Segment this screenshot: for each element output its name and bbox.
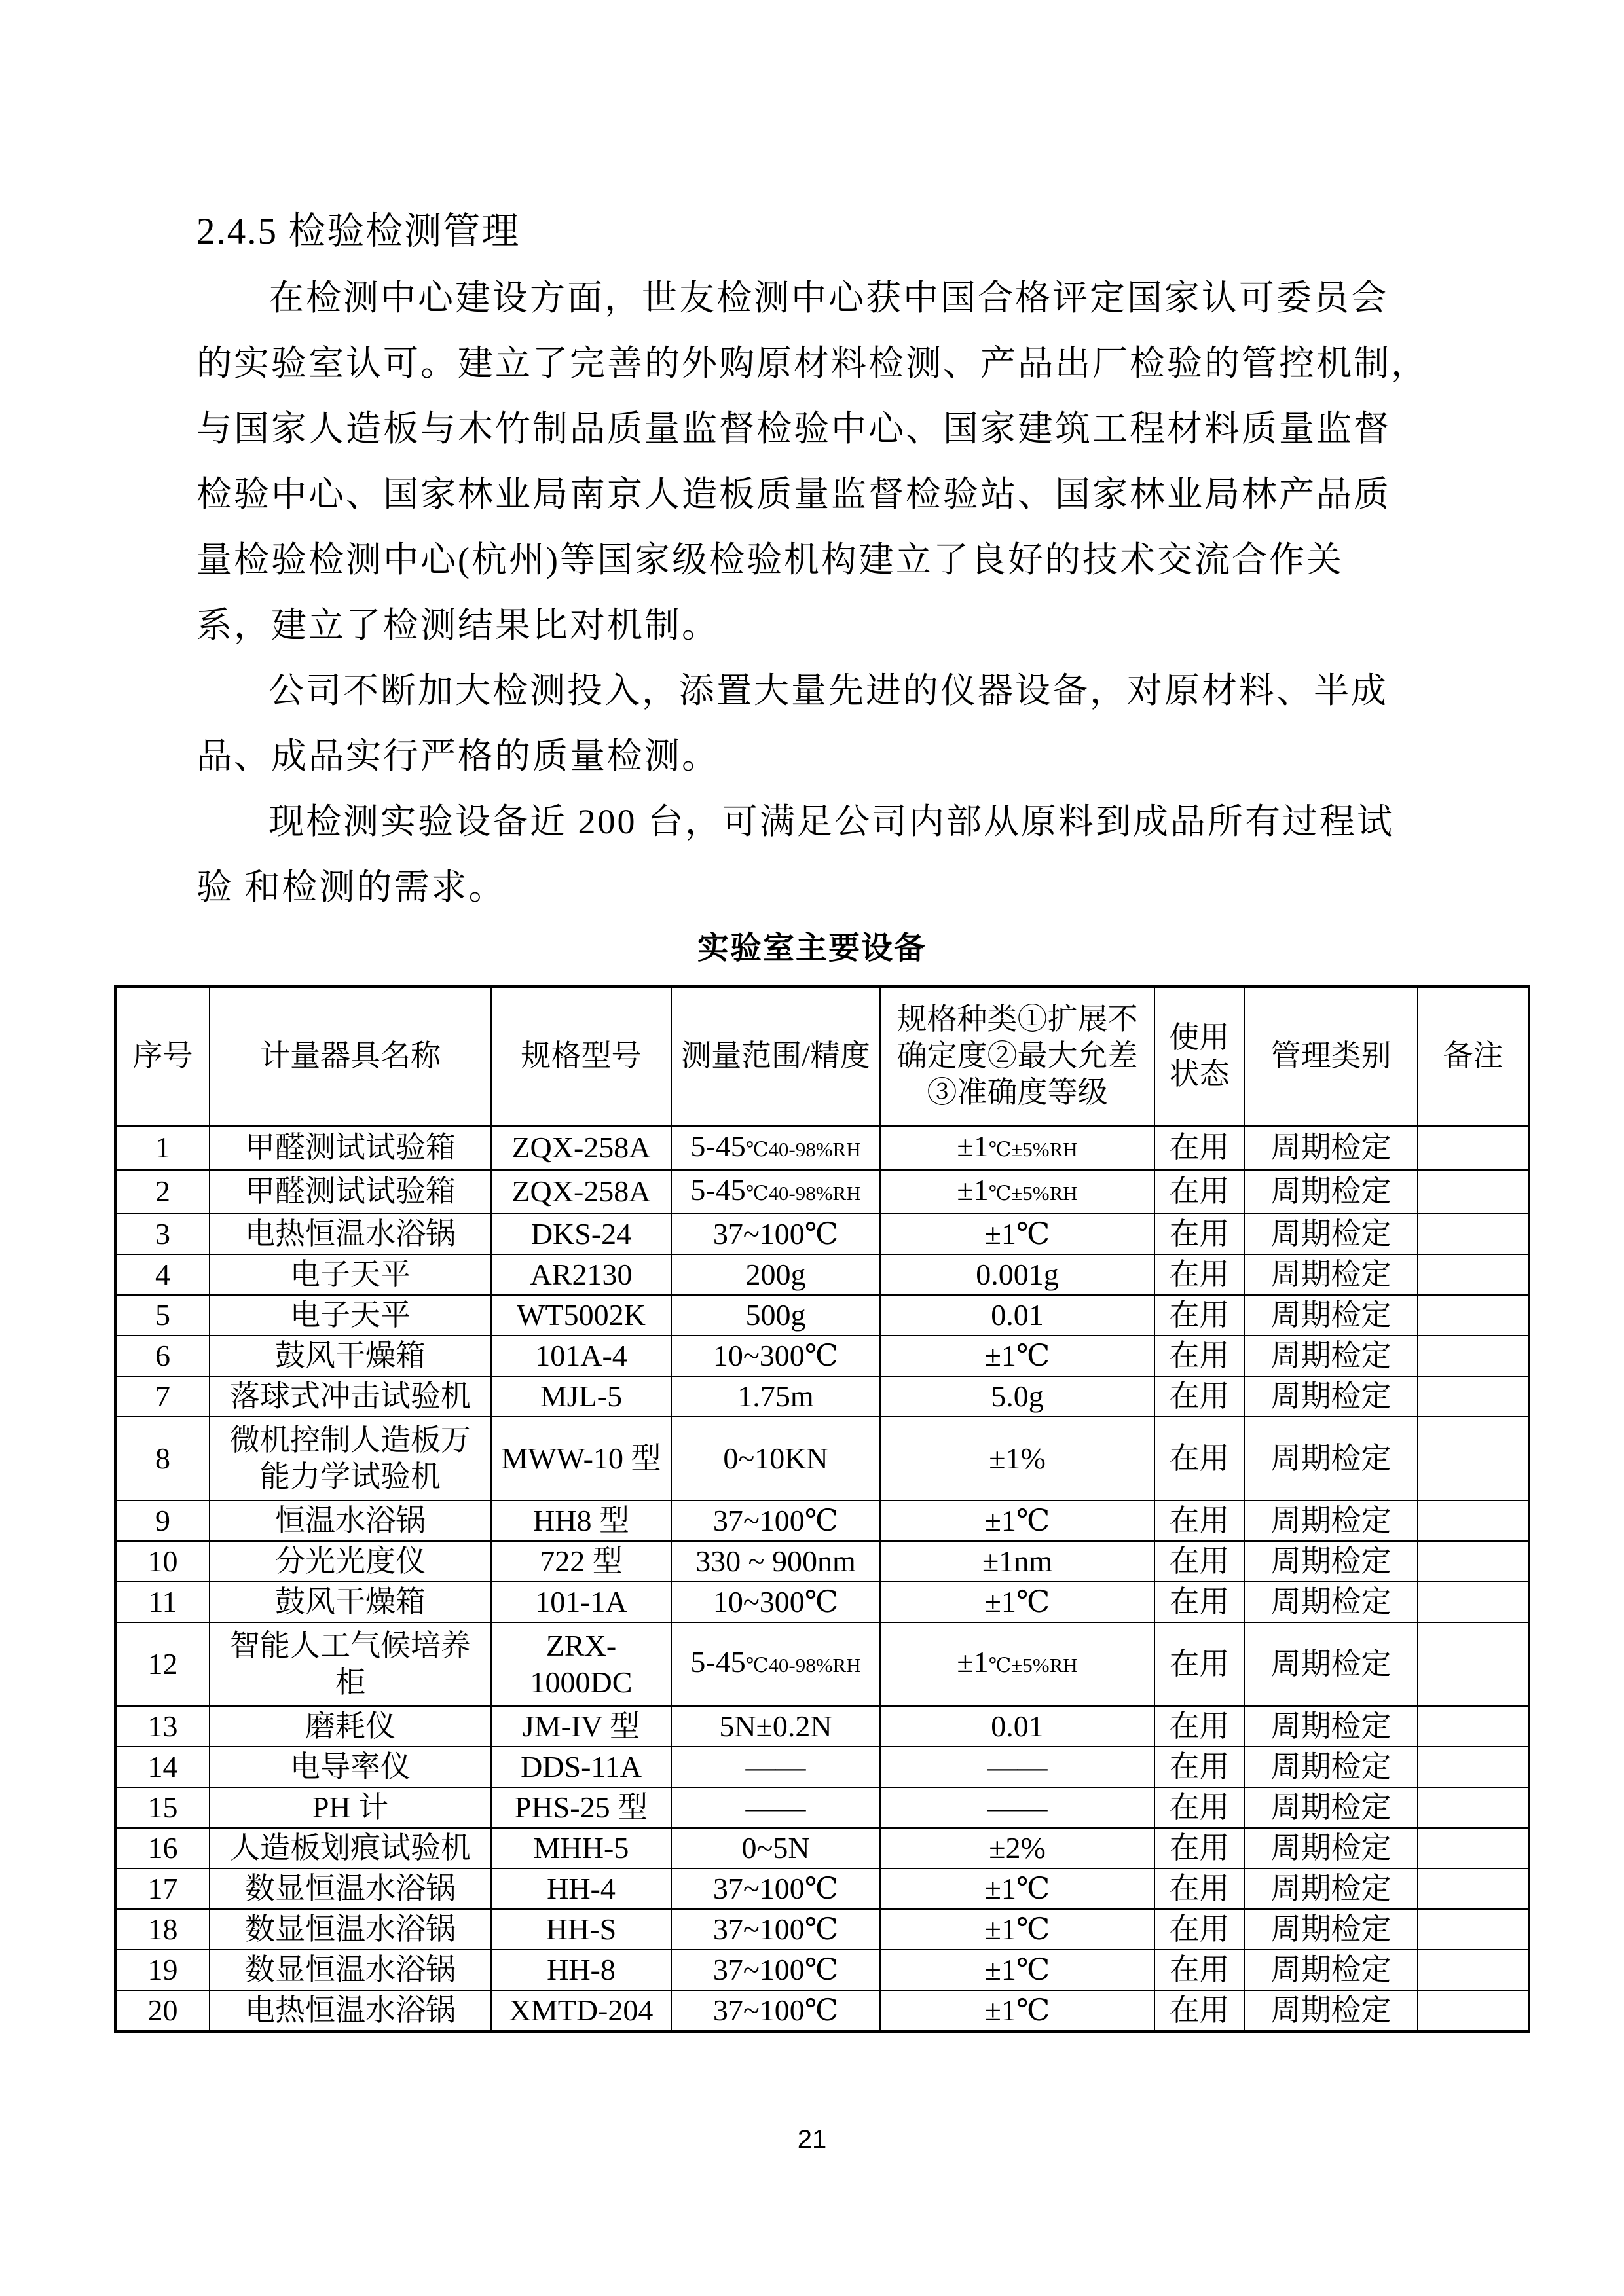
- cell-model: DDS-11A: [491, 1747, 671, 1787]
- cell-index: 11: [115, 1582, 210, 1622]
- cell-range: 5-45℃40-98%RH: [671, 1125, 880, 1170]
- cell-index: 13: [115, 1706, 210, 1747]
- cell-name: 人造板划痕试验机: [210, 1828, 491, 1868]
- table-row: [115, 1214, 1529, 1254]
- cell-range: 0~5N: [671, 1828, 880, 1868]
- cell-category: 周期检定: [1244, 1170, 1418, 1214]
- cell-spec: 5.0g: [880, 1376, 1154, 1417]
- table-row: [115, 1950, 1529, 1990]
- cell-note: [1418, 1909, 1529, 1950]
- paragraph-line: 验 和检测的需求。: [196, 867, 506, 907]
- cell-note: [1418, 1582, 1529, 1622]
- table-row: [115, 1909, 1529, 1950]
- cell-category: 周期检定: [1244, 1295, 1418, 1336]
- cell-range: 5-45℃40-98%RH: [671, 1622, 880, 1706]
- paragraph-line: 系，建立了检测结果比对机制。: [196, 606, 719, 645]
- cell-spec: ——: [880, 1747, 1154, 1787]
- cell-index: 4: [115, 1254, 210, 1295]
- cell-name: 落球式冲击试验机: [210, 1376, 491, 1417]
- cell-status: 在用: [1154, 1990, 1244, 2032]
- col-header-model: 规格型号: [491, 987, 671, 1125]
- cell-note: [1418, 1990, 1529, 2032]
- cell-model: HH-4: [491, 1868, 671, 1909]
- cell-status: 在用: [1154, 1706, 1244, 1747]
- cell-name: 电热恒温水浴锅: [210, 1990, 491, 2032]
- cell-index: 7: [115, 1376, 210, 1417]
- table-row: [115, 1747, 1529, 1787]
- paragraph-line: 与国家人造板与木竹制品质量监督检验中心、国家建筑工程材料质量监督: [196, 409, 1391, 448]
- cell-index: 16: [115, 1828, 210, 1868]
- cell-model: MJL-5: [491, 1376, 671, 1417]
- cell-model: WT5002K: [491, 1295, 671, 1336]
- cell-status: 在用: [1154, 1336, 1244, 1376]
- cell-index: 6: [115, 1336, 210, 1376]
- cell-name: 甲醛测试试验箱: [210, 1170, 491, 1214]
- cell-spec: ±1℃: [880, 1950, 1154, 1990]
- col-header-index: 序号: [115, 987, 210, 1125]
- cell-spec: 0.001g: [880, 1254, 1154, 1295]
- cell-spec: ±1℃±5%RH: [880, 1125, 1154, 1170]
- paragraph-line: 的实验室认可。建立了完善的外购原材料检测、产品出厂检验的管控机制，: [196, 344, 1428, 383]
- cell-range: 1.75m: [671, 1376, 880, 1417]
- cell-category: 周期检定: [1244, 1622, 1418, 1706]
- cell-range: 37~100℃: [671, 1909, 880, 1950]
- cell-note: [1418, 1950, 1529, 1990]
- cell-category: 周期检定: [1244, 1909, 1418, 1950]
- cell-spec: 0.01: [880, 1295, 1154, 1336]
- cell-status: 在用: [1154, 1254, 1244, 1295]
- cell-spec: ±1℃: [880, 1214, 1154, 1254]
- cell-range: 37~100℃: [671, 1990, 880, 2032]
- cell-model: HH-8: [491, 1950, 671, 1990]
- cell-note: [1418, 1828, 1529, 1868]
- cell-category: 周期检定: [1244, 1950, 1418, 1990]
- cell-name: 鼓风干燥箱: [210, 1336, 491, 1376]
- cell-status: 在用: [1154, 1868, 1244, 1909]
- cell-range: 330 ~ 900nm: [671, 1541, 880, 1582]
- cell-index: 15: [115, 1787, 210, 1828]
- paragraph-line: 量检验检测中心(杭州)等国家级检验机构建立了良好的技术交流合作关: [196, 540, 1344, 579]
- cell-name: 微机控制人造板万能力学试验机: [210, 1417, 491, 1501]
- cell-name: 数显恒温水浴锅: [210, 1909, 491, 1950]
- cell-name: 分光光度仪: [210, 1541, 491, 1582]
- cell-index: 17: [115, 1868, 210, 1909]
- cell-model: JM-IV 型: [491, 1706, 671, 1747]
- cell-model: 101A-4: [491, 1336, 671, 1376]
- paragraph-line: 公司不断加大检测投入，添置大量先进的仪器设备，对原材料、半成: [268, 671, 1388, 710]
- cell-note: [1418, 1706, 1529, 1747]
- cell-range: 0~10KN: [671, 1417, 880, 1501]
- cell-index: 18: [115, 1909, 210, 1950]
- cell-index: 14: [115, 1747, 210, 1787]
- equipment-table-header: [115, 987, 1529, 1125]
- cell-note: [1418, 1747, 1529, 1787]
- col-header-note: 备注: [1418, 987, 1529, 1125]
- cell-index: 3: [115, 1214, 210, 1254]
- cell-range: 37~100℃: [671, 1868, 880, 1909]
- cell-index: 9: [115, 1501, 210, 1541]
- section-heading: 2.4.5 检验检测管理: [196, 211, 521, 252]
- cell-name: 电子天平: [210, 1254, 491, 1295]
- cell-note: [1418, 1336, 1529, 1376]
- cell-category: 周期检定: [1244, 1336, 1418, 1376]
- cell-index: 5: [115, 1295, 210, 1336]
- cell-spec: ——: [880, 1787, 1154, 1828]
- cell-status: 在用: [1154, 1214, 1244, 1254]
- cell-status: 在用: [1154, 1787, 1244, 1828]
- cell-status: 在用: [1154, 1747, 1244, 1787]
- table-row: [115, 1868, 1529, 1909]
- cell-category: 周期检定: [1244, 1828, 1418, 1868]
- cell-category: 周期检定: [1244, 1376, 1418, 1417]
- cell-category: 周期检定: [1244, 1787, 1418, 1828]
- cell-name: PH 计: [210, 1787, 491, 1828]
- cell-name: 电子天平: [210, 1295, 491, 1336]
- cell-range: ——: [671, 1747, 880, 1787]
- cell-note: [1418, 1376, 1529, 1417]
- table-row: [115, 1990, 1529, 2032]
- cell-model: MHH-5: [491, 1828, 671, 1868]
- cell-status: 在用: [1154, 1828, 1244, 1868]
- cell-name: 数显恒温水浴锅: [210, 1950, 491, 1990]
- cell-spec: ±1℃: [880, 1582, 1154, 1622]
- cell-model: XMTD-204: [491, 1990, 671, 2032]
- cell-status: 在用: [1154, 1125, 1244, 1170]
- cell-model: 722 型: [491, 1541, 671, 1582]
- cell-name: 鼓风干燥箱: [210, 1582, 491, 1622]
- cell-spec: ±1℃: [880, 1868, 1154, 1909]
- cell-spec: ±1℃: [880, 1909, 1154, 1950]
- paragraph-line: 品、成品实行严格的质量检测。: [196, 737, 719, 776]
- cell-note: [1418, 1868, 1529, 1909]
- cell-spec: 0.01: [880, 1706, 1154, 1747]
- cell-model: HH8 型: [491, 1501, 671, 1541]
- table-row: [115, 1376, 1529, 1417]
- cell-note: [1418, 1125, 1529, 1170]
- paragraph-3: [196, 789, 1441, 920]
- cell-category: 周期检定: [1244, 1990, 1418, 2032]
- cell-spec: ±1nm: [880, 1541, 1154, 1582]
- cell-category: 周期检定: [1244, 1254, 1418, 1295]
- table-row: [115, 1706, 1529, 1747]
- cell-range: 500g: [671, 1295, 880, 1336]
- cell-status: 在用: [1154, 1170, 1244, 1214]
- page-number: 21: [797, 2125, 827, 2154]
- table-row: [115, 1787, 1529, 1828]
- table-row: [115, 1582, 1529, 1622]
- table-row: [115, 1501, 1529, 1541]
- cell-name: 电导率仪: [210, 1747, 491, 1787]
- col-header-status: 使用状态: [1154, 987, 1244, 1125]
- cell-status: 在用: [1154, 1909, 1244, 1950]
- paragraph-line: 在检测中心建设方面，世友检测中心获中国合格评定国家认可委员会: [268, 278, 1388, 318]
- cell-range: 37~100℃: [671, 1214, 880, 1254]
- cell-status: 在用: [1154, 1541, 1244, 1582]
- equipment-table: [114, 985, 1530, 2033]
- cell-category: 周期检定: [1244, 1541, 1418, 1582]
- cell-spec: ±2%: [880, 1828, 1154, 1868]
- cell-note: [1418, 1295, 1529, 1336]
- cell-model: ZRX-1000DC: [491, 1622, 671, 1706]
- cell-category: 周期检定: [1244, 1706, 1418, 1747]
- cell-category: 周期检定: [1244, 1214, 1418, 1254]
- cell-category: 周期检定: [1244, 1868, 1418, 1909]
- table-row: [115, 1254, 1529, 1295]
- cell-index: 1: [115, 1125, 210, 1170]
- cell-note: [1418, 1170, 1529, 1214]
- cell-category: 周期检定: [1244, 1747, 1418, 1787]
- cell-spec: ±1℃±5%RH: [880, 1170, 1154, 1214]
- table-title: 实验室主要设备: [697, 931, 927, 966]
- table-row: [115, 1336, 1529, 1376]
- table-row: [115, 1170, 1529, 1214]
- cell-category: 周期检定: [1244, 1582, 1418, 1622]
- cell-index: 8: [115, 1417, 210, 1501]
- cell-note: [1418, 1787, 1529, 1828]
- cell-model: AR2130: [491, 1254, 671, 1295]
- cell-range: 37~100℃: [671, 1501, 880, 1541]
- cell-model: PHS-25 型: [491, 1787, 671, 1828]
- table-row: [115, 1828, 1529, 1868]
- cell-model: HH-S: [491, 1909, 671, 1950]
- cell-range: 5N±0.2N: [671, 1706, 880, 1747]
- cell-model: ZQX-258A: [491, 1125, 671, 1170]
- cell-category: 周期检定: [1244, 1417, 1418, 1501]
- cell-note: [1418, 1417, 1529, 1501]
- cell-name: 智能人工气候培养柜: [210, 1622, 491, 1706]
- cell-index: 2: [115, 1170, 210, 1214]
- cell-model: MWW-10 型: [491, 1417, 671, 1501]
- cell-name: 数显恒温水浴锅: [210, 1868, 491, 1909]
- cell-spec: ±1℃: [880, 1336, 1154, 1376]
- paragraph-2: [196, 658, 1441, 789]
- cell-range: 37~100℃: [671, 1950, 880, 1990]
- cell-status: 在用: [1154, 1376, 1244, 1417]
- cell-status: 在用: [1154, 1950, 1244, 1990]
- cell-range: 200g: [671, 1254, 880, 1295]
- cell-range: ——: [671, 1787, 880, 1828]
- col-header-category: 管理类别: [1244, 987, 1418, 1125]
- table-row: [115, 1541, 1529, 1582]
- paragraph-1: [196, 265, 1441, 658]
- cell-index: 20: [115, 1990, 210, 2032]
- col-header-spec: 规格种类①扩展不确定度②最大允差③准确度等级: [880, 987, 1154, 1125]
- cell-index: 12: [115, 1622, 210, 1706]
- cell-note: [1418, 1622, 1529, 1706]
- table-row: [115, 1417, 1529, 1501]
- cell-note: [1418, 1541, 1529, 1582]
- cell-model: ZQX-258A: [491, 1170, 671, 1214]
- paragraph-line: 检验中心、国家林业局南京人造板质量监督检验站、国家林业局林产品质: [196, 475, 1391, 514]
- cell-index: 19: [115, 1950, 210, 1990]
- cell-range: 10~300℃: [671, 1336, 880, 1376]
- header-row: [115, 987, 1529, 1125]
- cell-status: 在用: [1154, 1417, 1244, 1501]
- cell-note: [1418, 1501, 1529, 1541]
- table-row: [115, 1622, 1529, 1706]
- cell-model: DKS-24: [491, 1214, 671, 1254]
- cell-category: 周期检定: [1244, 1125, 1418, 1170]
- cell-index: 10: [115, 1541, 210, 1582]
- cell-range: 10~300℃: [671, 1582, 880, 1622]
- cell-spec: ±1℃: [880, 1990, 1154, 2032]
- cell-spec: ±1℃: [880, 1501, 1154, 1541]
- cell-model: 101-1A: [491, 1582, 671, 1622]
- col-header-name: 计量器具名称: [210, 987, 491, 1125]
- cell-name: 磨耗仪: [210, 1706, 491, 1747]
- cell-status: 在用: [1154, 1622, 1244, 1706]
- cell-status: 在用: [1154, 1295, 1244, 1336]
- cell-range: 5-45℃40-98%RH: [671, 1170, 880, 1214]
- table-row: [115, 1125, 1529, 1170]
- cell-note: [1418, 1254, 1529, 1295]
- cell-category: 周期检定: [1244, 1501, 1418, 1541]
- cell-name: 恒温水浴锅: [210, 1501, 491, 1541]
- cell-spec: ±1%: [880, 1417, 1154, 1501]
- cell-status: 在用: [1154, 1501, 1244, 1541]
- cell-name: 甲醛测试试验箱: [210, 1125, 491, 1170]
- cell-spec: ±1℃±5%RH: [880, 1622, 1154, 1706]
- equipment-table-body: [115, 1125, 1529, 2032]
- col-header-range: 测量范围/精度: [671, 987, 880, 1125]
- table-row: [115, 1295, 1529, 1336]
- paragraph-line: 现检测实验设备近 200 台，可满足公司内部从原料到成品所有过程试: [268, 802, 1394, 841]
- cell-status: 在用: [1154, 1582, 1244, 1622]
- cell-note: [1418, 1214, 1529, 1254]
- cell-name: 电热恒温水浴锅: [210, 1214, 491, 1254]
